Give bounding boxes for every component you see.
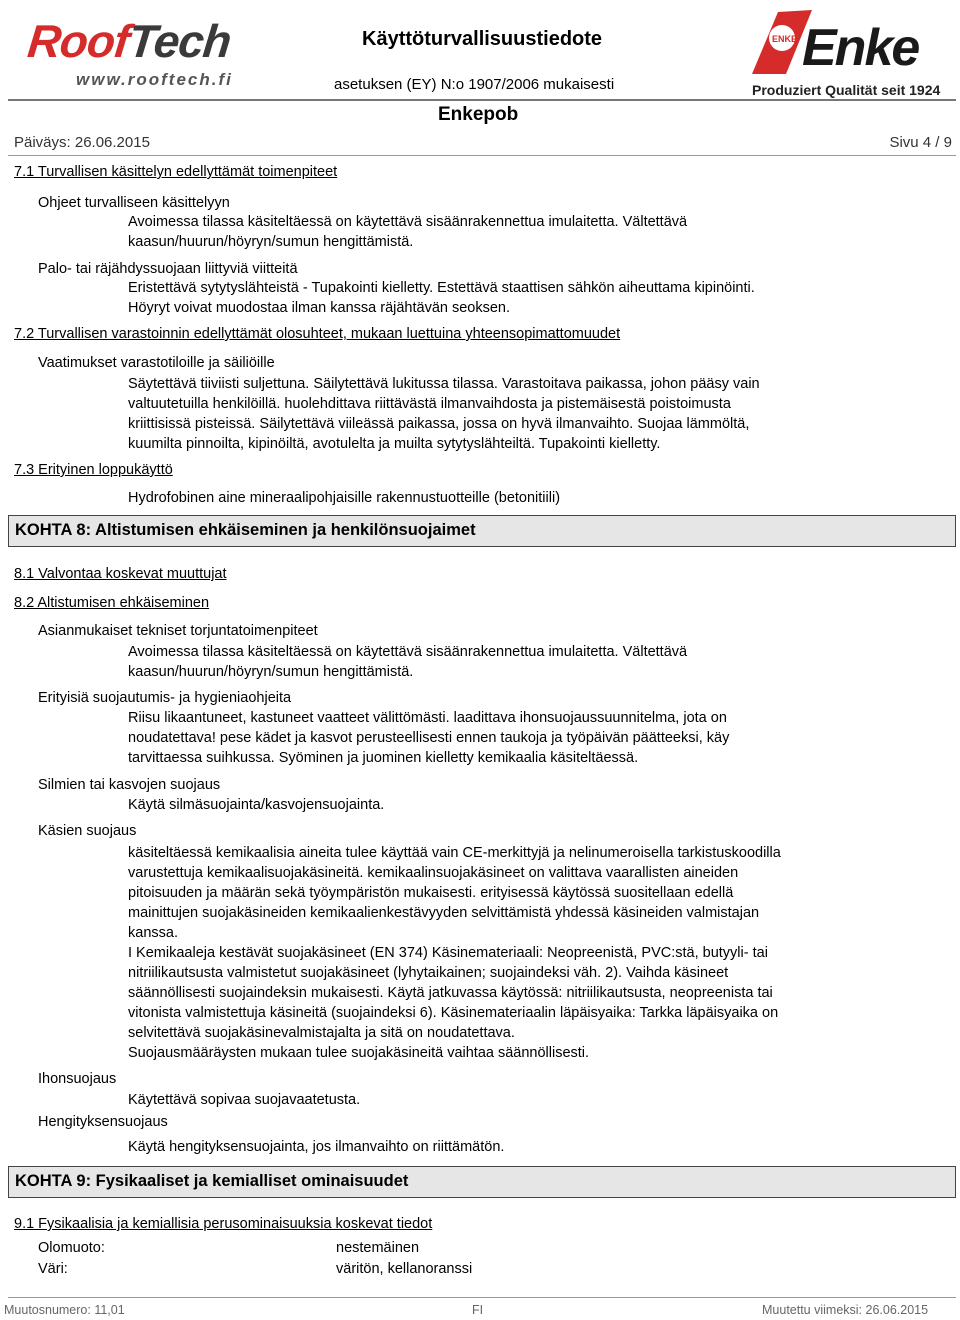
eye-protection-label: Silmien tai kasvojen suojaus (38, 777, 221, 793)
fire-protection-line: Höyryt voivat muodostaa ilman kanssa räjähtävän seoksen. (128, 300, 511, 316)
end-use-text: Hydrofobinen aine mineraalipohjaisille rakennustuotteille (betonitiili) (128, 490, 561, 506)
tech-controls-label: Asianmukaiset tekniset torjuntatoimenpiteet (38, 623, 318, 639)
storage-text-line: valtuutetuilla henkilöillä. huolehdittava riittävästä ilmanvaihdosta ja pistemäisestä poistoimusta (128, 396, 731, 412)
hand-protection-line: mainittujen suojakäsineiden kemikaalienkestävyyden selvittämistä yhdessä käsineiden valmistajan (128, 905, 760, 921)
logo-brand-part-a: Roof (25, 15, 132, 67)
hand-protection-line: I Kemikaaleja kestävät suojakäsineet (EN 374) Käsinemateriaali: Neopreenistä, PVC:stä, butyyli- tai (128, 945, 768, 961)
hand-protection-line: käsiteltäessä kemikaalisia aineita tulee käyttää vain CE-merkittyjä ja nelinumeroisella tarkistuskoodilla (128, 845, 781, 861)
skin-protection-line: Käytettävä sopivaa suojavaatetusta. (128, 1092, 361, 1108)
respiratory-protection-line: Käytä hengityksensuojainta, jos ilmanvaihto on riittämätön. (128, 1139, 505, 1155)
logo-url: www.rooftech.fi (76, 70, 233, 89)
header-divider-2 (8, 155, 956, 156)
fire-protection-label: Palo- tai räjähdyssuojaan liittyviä viitteitä (38, 261, 298, 277)
section-8-2-heading: 8.2 Altistumisen ehkäiseminen (14, 595, 210, 611)
hygiene-label: Erityisiä suojautumis- ja hygieniaohjeita (38, 690, 292, 706)
section-9-header (8, 1166, 956, 1198)
hand-protection-line: nitriilikautsusta valmistetut suojakäsineet (lyhytaikainen; suojaindeksi väh. 2). Vaihda käsineet (128, 965, 729, 981)
enke-logo (748, 4, 954, 98)
storage-text-line: Säytettävä tiiviisti suljettuna. Säilytettävä lukitussa tilassa. Varastoitava paikassa, johon pääsy vain (128, 376, 760, 392)
hand-protection-line: pitoisuuden ja määrän sekä työympäristön mukaisesti. erityisessä käytössä suositellaan edellä (128, 885, 734, 901)
section-9-title: KOHTA 9: Fysikaaliset ja kemialliset ominaisuudet (15, 1172, 409, 1190)
document-subtitle: asetuksen (EY) N:o 1907/2006 mukaisesti (334, 76, 615, 93)
storage-req-label: Vaatimukset varastotiloille ja säiliöille (38, 355, 275, 371)
fire-protection-line: Eristettävä sytytyslähteistä - Tupakointi kielletty. Estettävä staattisen sähkön aiheuttama kipinöinti. (128, 280, 755, 296)
storage-text-line: kuumilta pinnoilta, kipinöiltä, avotulelta ja muilta sytytyslähteiltä. Tupakointi kielletty. (128, 436, 661, 452)
hand-protection-line: kanssa. (128, 925, 178, 941)
hand-protection-line: säännöllisesti suojaindeksin mukaisesti. Käytä jatkuvassa käytössä: nitriilikautsusta, neopreenista tai (128, 985, 773, 1001)
section-7-2-heading: 7.2 Turvallisen varastoinnin edellyttämät olosuhteet, mukaan luettuina yhteensopimattomuudet (14, 326, 621, 342)
hand-protection-line: Suojausmääräysten mukaan tulee suojakäsineitä vaihtaa säännöllisesti. (128, 1045, 590, 1061)
handling-text-line: kaasun/huurun/höyryn/sumun hengittämistä. (128, 234, 414, 250)
section-8-title: KOHTA 8: Altistumisen ehkäiseminen ja henkilönsuojaimet (15, 521, 476, 539)
eye-protection-line: Käytä silmäsuojainta/kasvojensuojainta. (128, 797, 385, 813)
storage-text-line: kriittisissä pisteissä. Säilytettävä viileässä paikassa, jossa on hyvä ilmanvaihto. Suojaa lämmöltä, (128, 416, 750, 432)
logo-slogan: Produziert Qualität seit 1924 (752, 82, 941, 98)
document-title: Käyttöturvallisuustiedote (362, 28, 603, 50)
section-7-3-heading: 7.3 Erityinen loppukäyttö (14, 462, 173, 478)
section-8-1-heading: 8.1 Valvontaa koskevat muuttujat (14, 566, 227, 582)
skin-protection-label: Ihonsuojaus (38, 1071, 117, 1087)
handling-label: Ohjeet turvalliseen käsittelyyn (38, 195, 230, 211)
page-number: Sivu 4 / 9 (889, 134, 952, 151)
tech-controls-line: Avoimessa tilassa käsiteltäessä on käytettävä sisäänrakennettua imulaitetta. Vältettävä (128, 644, 688, 660)
header-divider (8, 99, 956, 101)
last-modified: Muutettu viimeksi: 26.06.2015 (762, 1303, 929, 1317)
hand-protection-line: selvitettävä suojakäsinevalmistajalta ja sitä on noudatettava. (128, 1025, 515, 1041)
revision-number: Muutosnumero: 11,01 (4, 1303, 125, 1317)
page-header (0, 0, 960, 160)
logo-brand-part-b: Tech (126, 15, 234, 67)
document-date: Päiväys: 26.06.2015 (14, 134, 150, 151)
language-code: FI (472, 1303, 484, 1317)
respiratory-protection-label: Hengityksensuojaus (38, 1114, 168, 1130)
product-name: Enkepob (438, 104, 519, 125)
hygiene-line: Riisu likaantuneet, kastuneet vaatteet välittömästi. laadittava ihonsuojaussuunnitelma, jota on (128, 710, 727, 726)
section-7-1-heading: 7.1 Turvallisen käsittelyn edellyttämät toimenpiteet (14, 164, 338, 180)
form-label: Olomuoto: (38, 1240, 105, 1256)
section-9-1-heading: 9.1 Fysikaalisia ja kemiallisia perusominaisuuksia koskevat tiedot (14, 1216, 433, 1232)
form-value: nestemäinen (336, 1240, 420, 1256)
hand-protection-line: vitonista valmistettuja käsineitä (suojaindeksi 6). Käsinemateriaalin läpäisyaika: Tarkka läpäisyaika on (128, 1005, 779, 1021)
hand-protection-line: varustettuja kemikaalisuojakäsineitä. kemikaalinsuojakäsineet on valittava vaarallisten aineiden (128, 865, 739, 881)
section-8-header (8, 515, 956, 547)
logo-enke-text: Enke (802, 19, 919, 77)
hand-protection-label: Käsien suojaus (38, 823, 137, 839)
handling-text-line: Avoimessa tilassa käsiteltäessä on käytettävä sisäänrakennettua imulaitetta. Vältettävä (128, 214, 688, 230)
color-label: Väri: (38, 1261, 68, 1277)
hygiene-line: tarvittaessa suihkussa. Syöminen ja juominen kielletty kemikaalia käsiteltäessä. (128, 750, 639, 766)
footer-divider (8, 1297, 956, 1298)
tech-controls-line: kaasun/huurun/höyryn/sumun hengittämistä. (128, 664, 414, 680)
svg-text:ENKE: ENKE (772, 34, 798, 44)
color-value: väritön, kellanoranssi (336, 1261, 473, 1277)
rooftech-logo (14, 8, 310, 94)
hygiene-line: noudatettava! pese kädet ja kasvot perusteellisesti ennen taukoja ja työpäivän päätteeksi, käy (128, 730, 730, 746)
